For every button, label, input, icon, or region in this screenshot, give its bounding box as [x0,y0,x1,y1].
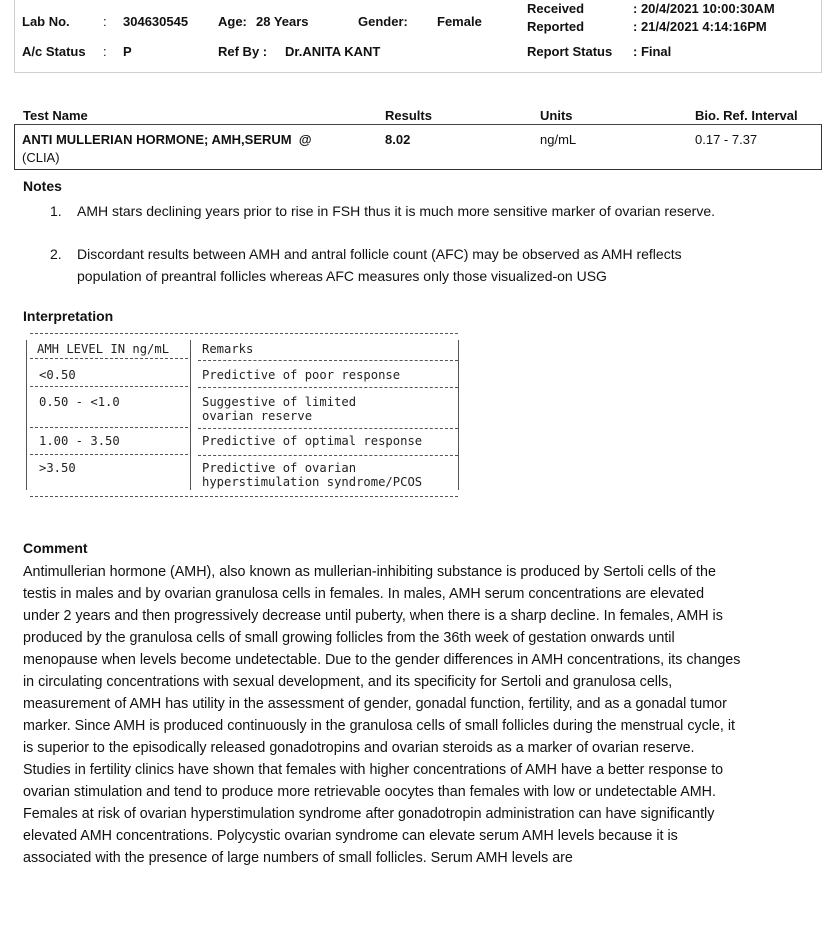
table-rule [30,358,188,359]
table-rule [198,455,458,456]
notes-title: Notes [23,178,62,194]
table-rule [198,428,458,429]
comment-title: Comment [23,540,88,556]
remark-cell: Predictive of ovarian hyperstimulation syndrome/PCOS [202,461,423,489]
remark-cell: Predictive of poor response [202,368,401,382]
col-test-name: Test Name [23,108,88,123]
table-rule [30,496,458,497]
test-name-value: ANTI MULLERIAN HORMONE; AMH,SERUM @ [22,132,312,147]
note-text: Discordant results between AMH and antral follicle count (AFC) may be observed as AMH reflects population of preantral follicles whereas AFC measures only those visualized-on USG [77,246,682,284]
col-results: Results [385,108,432,123]
units-value: ng/mL [540,132,577,147]
table-rule [198,387,458,388]
table-border [190,340,191,490]
table-rule [30,427,188,428]
gender-value: Female [437,14,482,29]
ac-status-separator: : [103,44,107,59]
note-number: 2. [50,246,62,262]
remark-cell: Predictive of optimal response [202,434,423,448]
remark-cell: Suggestive of limited ovarian reserve [202,395,357,423]
received-label: Received [527,1,585,16]
level-cell: 1.00 - 3.50 [39,434,120,448]
test-method: (CLIA) [22,150,60,165]
level-header: AMH LEVEL IN ng/mL [37,342,170,356]
interpretation-table [22,330,462,502]
result-value: 8.02 [385,132,411,147]
report-status-label: Report Status [527,44,613,59]
gender-label: Gender: [358,14,408,29]
reported-label: Reported [527,19,585,34]
interpretation-title: Interpretation [23,308,114,324]
lab-no-value: 304630545 [123,14,189,29]
reported-value: : 21/4/2021 4:14:16PM [633,19,767,34]
age-label: Age: [218,14,247,29]
ac-status-label: A/c Status [22,44,86,59]
table-rule [30,386,188,387]
received-value: : 20/4/2021 10:00:30AM [633,1,775,16]
table-border [26,340,27,490]
lab-no-separator: : [103,14,107,29]
note-item [50,200,730,222]
table-rule [30,454,188,455]
ref-by-value: Dr.ANITA KANT [285,44,381,59]
remarks-header: Remarks [202,342,254,356]
note-text: AMH stars declining years prior to rise in FSH thus it is much more sensitive marker of ovarian reserve. [77,203,715,219]
level-cell: >3.50 [39,461,76,475]
table-rule [198,360,458,361]
col-ref-interval: Bio. Ref. Interval [695,108,798,123]
table-rule [30,333,458,334]
level-cell: <0.50 [39,368,76,382]
report-status-value: : Final [633,44,672,59]
level-cell: 0.50 - <1.0 [39,395,120,409]
note-number: 1. [50,203,62,219]
ref-interval-value: 0.17 - 7.37 [695,132,758,147]
lab-no-label: Lab No. [22,14,70,29]
table-border [458,340,459,490]
ref-by-label: Ref By : [218,44,268,59]
col-units: Units [540,108,573,123]
age-value: 28 Years [256,14,309,29]
comment-text: Antimullerian hormone (AMH), also known as mullerian-inhibiting substance is produced by Sertoli cells of the testis in males and by ovarian granulosa cells in females. In males, AMH serum concentrations are elevated under 2 years and then progressively decrease until puberty, when there is a sharp decline. In females, AMH is produced by the granulosa cells of small growing follicles from the 36th week of gestation onwards until menopause when levels become undetectable. Due to the gender differences in AMH concentrations, its changes in circulating concentrations with sexual development, and its specificity for Sertoli and granulosa cells, measurement of AMH has utility in the assessment of gender, gonadal function, fertility, and as a gonadal tumor marker. Since AMH is produced continuously in the granulosa cells of small follicles during the menstrual cycle, it is superior to the episodically released gonadotropins and ovarian steroids as a marker of ovarian reserve. Studies in fertility clinics have shown that females with higher concentrations of AMH have a better response to ovarian stimulation and tend to produce more retrievable oocytes than females with low or undetectable AMH. Females at risk of ovarian hyperstimulation syndrome after gonadotropin administration can have significantly elevated AMH concentrations. Polycystic ovarian syndrome can elevate serum AMH levels because it is associated with the presence of large numbers of small follicles. Serum AMH levels are [23,564,741,866]
note-item [50,243,730,287]
ac-status-value: P [123,44,132,59]
